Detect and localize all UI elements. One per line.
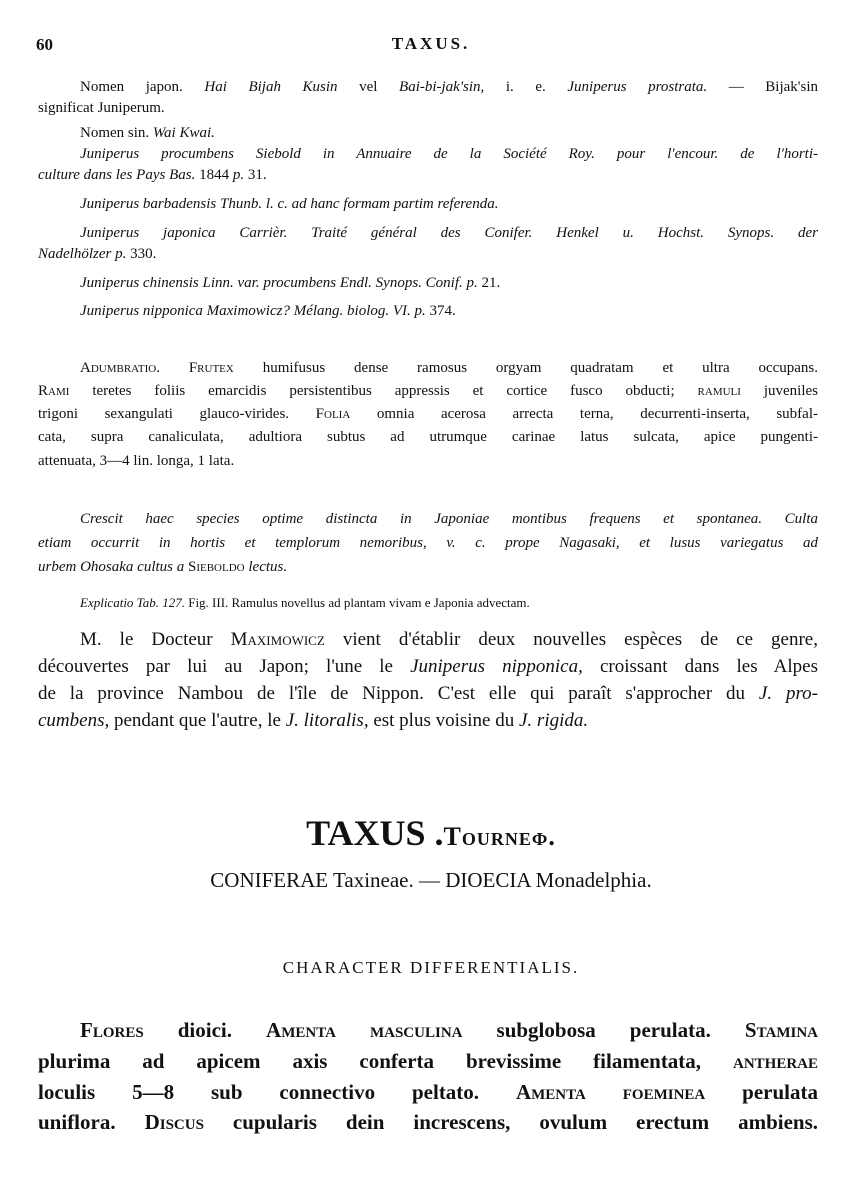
small-caps-text: Frutex [188, 360, 234, 376]
text-run: uniflora. [38, 1110, 145, 1134]
text-run: croissant dans les Alpes [582, 656, 818, 677]
genus-author: Tourneф. [443, 822, 556, 851]
italic-text: culture dans les Pays Bas. [38, 167, 196, 183]
text-line [38, 1109, 818, 1135]
text-line [80, 274, 818, 292]
text-line [80, 195, 818, 213]
italic-text: Juniperus nipponica, [410, 656, 583, 677]
text-line [80, 510, 818, 528]
italic-text: cumbens, [38, 710, 110, 731]
italic-text: Wai Kwai. [152, 125, 215, 141]
text-run: est plus voisine du [368, 710, 519, 731]
text-line [38, 655, 818, 679]
text-run: teretes foliis emarcidis persistentibus appressis et cortice fusco obducti; [69, 383, 698, 399]
text-run: cupularis dein increscens, ovulum erectum ambiens. [203, 1110, 819, 1134]
text-run: M. le Docteur [80, 629, 231, 650]
classification: CONIFERAE Taxineae. — DIOECIA Monadelphia. [210, 868, 652, 892]
text-line [38, 682, 818, 706]
text-line [38, 534, 818, 552]
text-run: Nomen sin. [80, 125, 153, 141]
italic-text: Juniperus procumbens Siebold in Annuaire de la Société Roy. pour l'encour. de l'horti- [80, 146, 818, 162]
italic-text: p. [232, 167, 245, 183]
text-line [80, 78, 818, 96]
text-line [80, 628, 818, 652]
text-line [38, 245, 818, 263]
text-line [80, 359, 818, 377]
italic-text: Explicatio Tab. 127. [80, 595, 185, 610]
text-run: significat Juniperum. [38, 100, 165, 116]
text-run: vient d'établir deux nouvelles espèces de ce genre, [324, 629, 818, 650]
small-caps-text: antherae [732, 1049, 818, 1073]
italic-text: lectus. [244, 559, 288, 575]
text-run: humifusus dense ramosus orgyam quadratam et ultra occupans. [233, 360, 819, 376]
small-caps-text: Stamina [744, 1018, 818, 1042]
text-run: Fig. III. Ramulus novellus ad plantam vivam e Japonia advectam. [184, 595, 530, 610]
small-caps-text: Flores [80, 1018, 144, 1042]
text-run: 31. [244, 167, 267, 183]
small-caps-text: Rami [38, 383, 70, 399]
italic-text: J. pro- [758, 683, 818, 704]
italic-text: Bai-bi-jak'sin, [399, 79, 485, 95]
text-line [38, 558, 818, 576]
text-run: 1844 [195, 167, 233, 183]
running-title: TAXUS. [391, 34, 471, 53]
text-line [38, 405, 818, 423]
text-run: de la province Nambou de l'île de Nippon. C'est elle qui paraît s'approcher du [38, 683, 759, 704]
text-run: dioici. [143, 1018, 267, 1042]
text-run: Nomen japon. [80, 79, 205, 95]
genus-name: TAXUS [306, 813, 426, 853]
text-run: vel [337, 79, 400, 95]
small-caps-text: Amenta foeminea [515, 1080, 706, 1104]
text-line [38, 99, 818, 117]
text-run: pendant que l'autre, le [109, 710, 286, 731]
section-heading: CHARACTER DIFFERENTIALIS. [282, 958, 580, 977]
text-line [38, 428, 818, 446]
small-caps-text: Discus [144, 1110, 204, 1134]
small-caps-text: Amenta masculina [266, 1018, 463, 1042]
text-line [80, 224, 818, 242]
italic-text: Juniperus barbadensis Thunb. l. c. ad hanc formam partim referenda. [80, 196, 499, 212]
text-run: 374. [425, 303, 456, 319]
text-run: subglobosa perulata. [462, 1018, 745, 1042]
text-line [38, 452, 818, 470]
page-number: 60 [36, 35, 53, 54]
italic-text: etiam occurrit in hortis et templorum nemoribus, v. c. prope Nagasaki, et lusus variegatus ad [38, 535, 818, 551]
italic-text: J. rigida. [519, 710, 589, 731]
text-line [80, 124, 818, 142]
italic-text: Juniperus prostrata. [567, 79, 708, 95]
text-run: attenuata, 3—4 lin. longa, 1 lata. [38, 453, 235, 469]
small-caps-text: Folia [315, 406, 351, 422]
text-run: cata, supra canaliculata, adultiora subtus ad utrumque carinae latus sulcata, apice pungenti- [38, 429, 818, 445]
italic-text: Juniperus nipponica Maximowicz? Mélang. biolog. VI. p. [80, 303, 426, 319]
italic-text: Juniperus chinensis Linn. var. procumbens Endl. Synops. Conif. p. [80, 275, 478, 291]
text-run: perulata [705, 1080, 818, 1104]
text-line [38, 1079, 818, 1105]
small-caps-text: ramuli [697, 383, 741, 399]
italic-text: Nadelhölzer p. [38, 246, 127, 262]
text-line [38, 709, 818, 733]
text-run [160, 360, 189, 376]
text-line [38, 166, 818, 184]
italic-text: Juniperus japonica Carrièr. Traité général des Conifer. Henkel u. Hochst. Synops. der [80, 225, 818, 241]
text-run: juveniles [740, 383, 819, 399]
text-line [80, 594, 818, 612]
text-run: plurima ad apicem axis conferta brevissime filamentata, [38, 1049, 733, 1073]
text-run: trigoni sexangulati glauco-virides. [38, 406, 316, 422]
text-run: découvertes par lui au Japon; l'une le [38, 656, 411, 677]
text-line [38, 382, 818, 400]
italic-text: J. litoralis, [285, 710, 369, 731]
genus-title: TAXUS .Tourneф. [306, 813, 556, 853]
text-run: omnia acerosa arrecta terna, decurrenti-inserta, subfal- [350, 406, 818, 422]
small-caps-text: Sieboldo [188, 559, 245, 575]
small-caps-text: Adumbratio. [80, 360, 160, 376]
italic-text: Crescit haec species optime distincta in Japoniae montibus frequens et spontanea. Culta [80, 511, 818, 527]
text-line [80, 145, 818, 163]
text-line [80, 302, 818, 320]
text-run: 21. [477, 275, 501, 291]
italic-text: Hai Bijah Kusin [204, 79, 338, 95]
text-line [80, 1017, 818, 1043]
italic-text: urbem Ohosaka cultus a [38, 559, 188, 575]
small-caps-text: Maximowicz [230, 629, 325, 650]
text-run: — Bijak'sin [707, 79, 819, 95]
text-run: i. e. [484, 79, 568, 95]
text-line [38, 1048, 818, 1074]
text-run: 330. [126, 246, 157, 262]
text-run: loculis 5—8 sub connectivo peltato. [38, 1080, 516, 1104]
